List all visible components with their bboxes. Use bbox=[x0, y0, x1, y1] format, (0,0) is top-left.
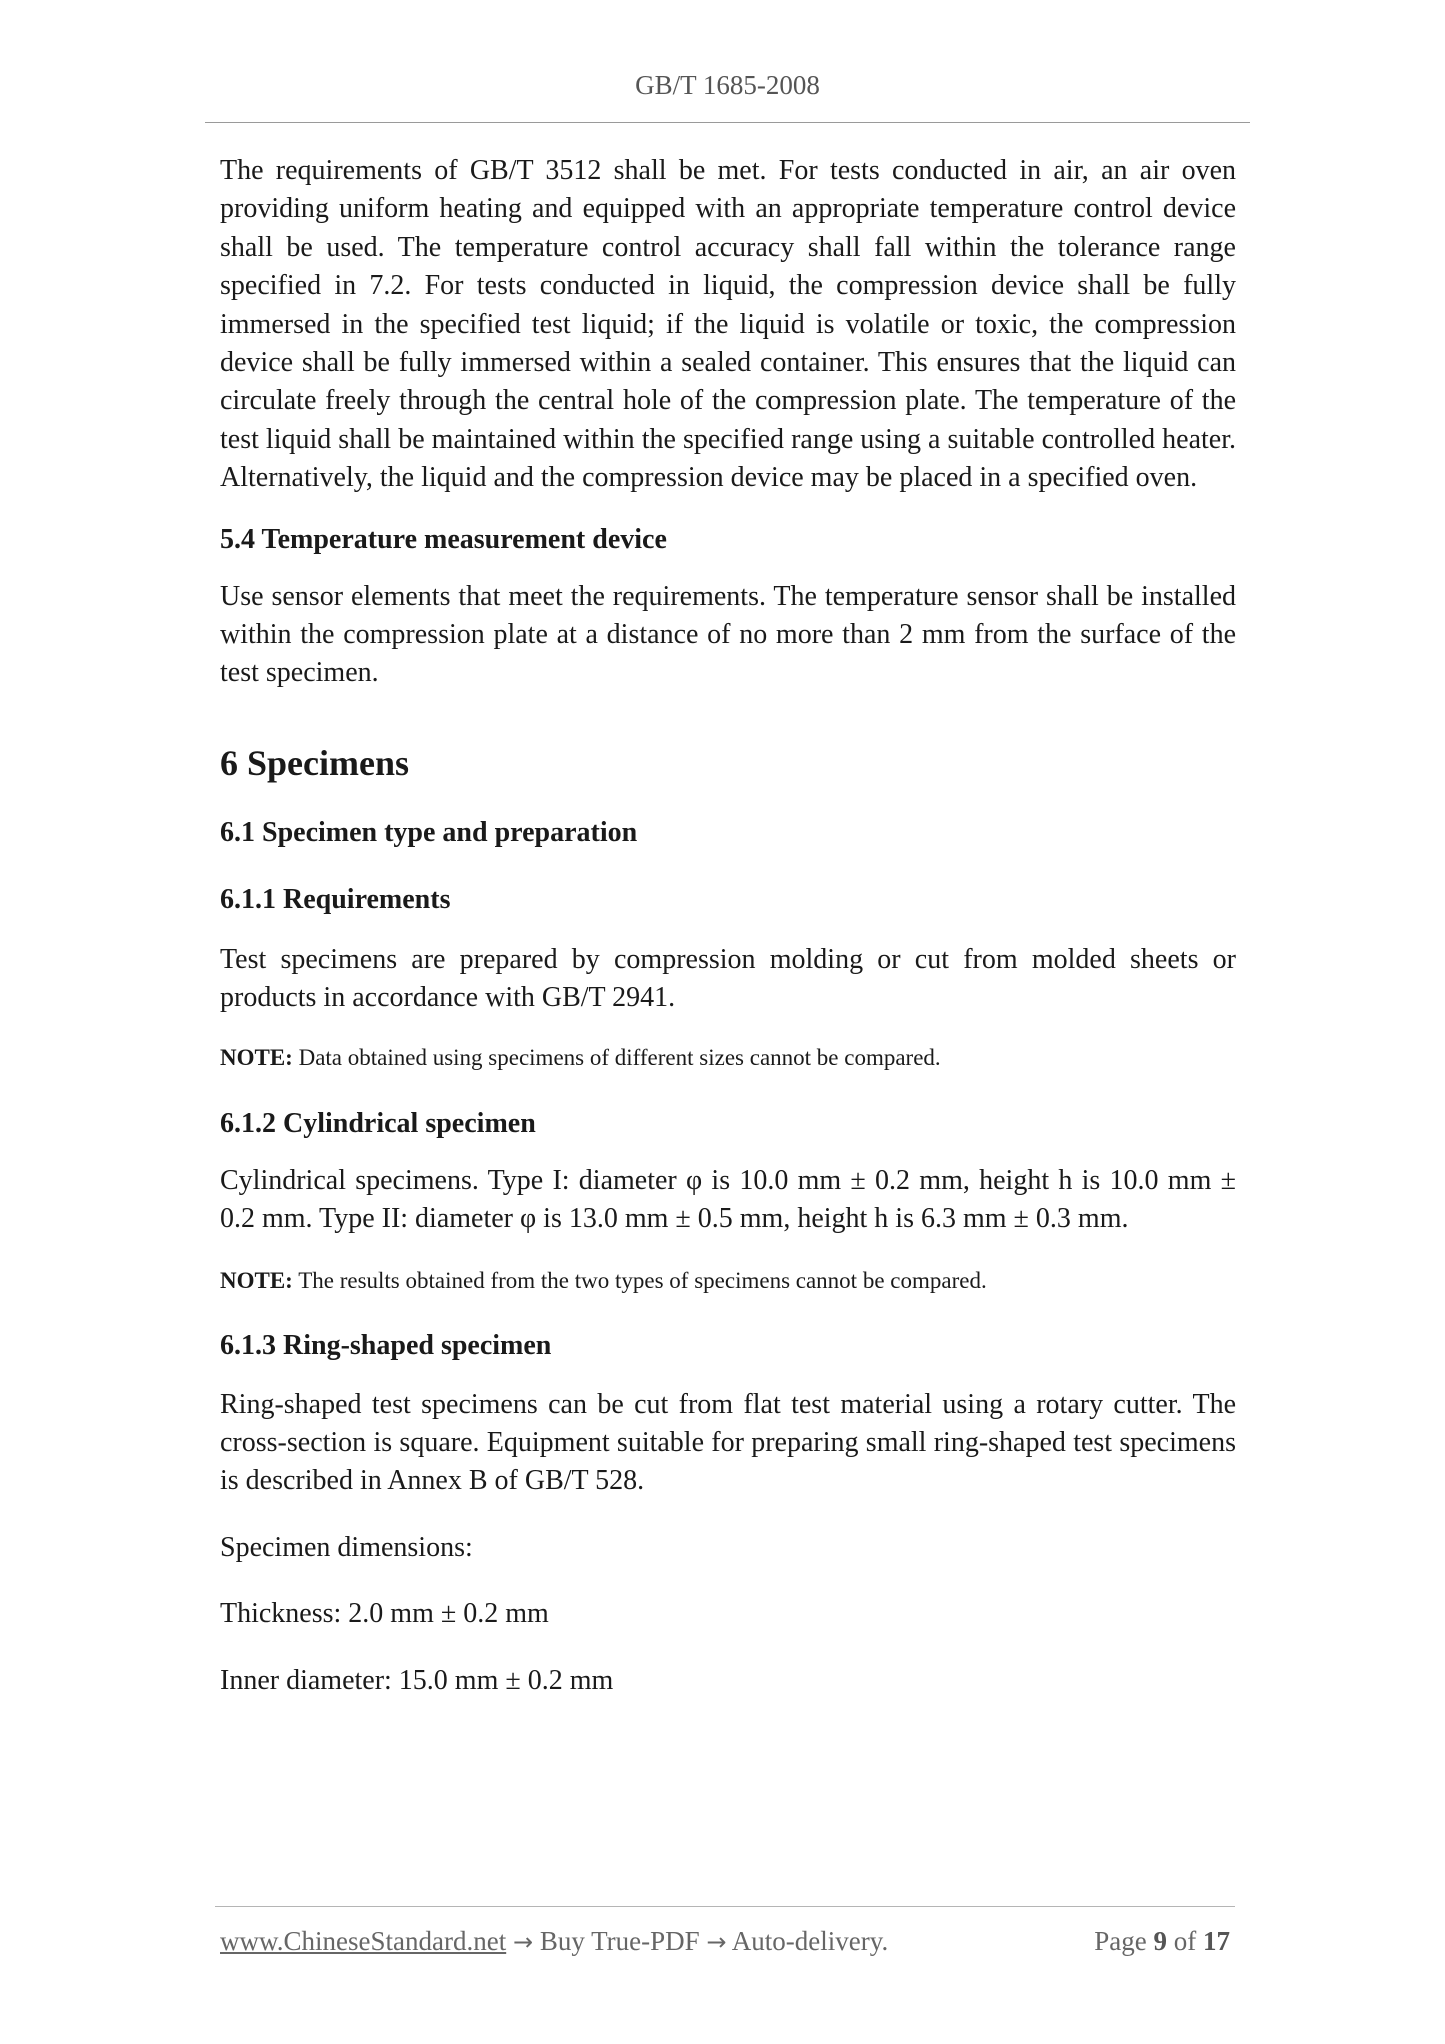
header-divider bbox=[205, 122, 1250, 123]
footer-promo bbox=[220, 1926, 888, 1957]
footer-divider bbox=[215, 1906, 1235, 1907]
paragraph-ring-specimen: Ring-shaped test specimens can be cut from flat test material using a rotary cutter. The cross-section is square. Equipment suitable for preparing small ring-shaped test specimens is described in Annex B of GB/T 528. bbox=[220, 1388, 1236, 1497]
paragraph-oven-requirements: The requirements of GB/T 3512 shall be met. For tests conducted in air, an air oven providing uniform heating and equipped with an appropriate temperature control device shall be used. The temperature control accuracy shall fall within the tolerance range specified in 7.2. For tests conducted in liquid, the compression device shall be fully immersed in the specified test liquid; if the liquid is volatile or toxic, the compression device shall be fully immersed within a sealed container. This ensures that the liquid can circulate freely through the central hole of the compression plate. The temperature of the test liquid shall be maintained within the specified range using a suitable controlled heater. Alternatively, the liquid and the compression device may be placed in a specified oven. bbox=[220, 155, 1236, 494]
page-word: Page bbox=[1094, 1926, 1147, 1956]
note-text: Data obtained using specimens of different sizes cannot be compared. bbox=[298, 1044, 941, 1070]
heading-6-1-1: 6.1.1 Requirements bbox=[220, 883, 451, 915]
buy-text: Buy True-PDF bbox=[539, 1926, 700, 1956]
page-content bbox=[220, 152, 1236, 1700]
delivery-text: Auto-delivery. bbox=[731, 1926, 889, 1956]
paragraph-temperature-sensor: Use sensor elements that meet the requirements. The temperature sensor shall be installed within the compression plate at a distance of no more than 2 mm from the surface of the test specimen. bbox=[220, 580, 1236, 689]
note-label: NOTE: bbox=[220, 1267, 293, 1293]
heading-6: 6 Specimens bbox=[220, 742, 409, 783]
paragraph-thickness: Thickness: 2.0 mm ± 0.2 mm bbox=[220, 1598, 549, 1630]
note-2 bbox=[220, 1265, 1236, 1297]
note-label: NOTE: bbox=[220, 1044, 293, 1070]
note-text: The results obtained from the two types of specimens cannot be compared. bbox=[298, 1267, 987, 1293]
note-1 bbox=[220, 1042, 1236, 1074]
arrow-right-icon: → bbox=[512, 1928, 534, 1956]
heading-6-1-3: 6.1.3 Ring-shaped specimen bbox=[220, 1329, 552, 1361]
site-link[interactable]: www.ChineseStandard.net bbox=[220, 1926, 507, 1956]
page-number bbox=[1094, 1926, 1230, 1957]
heading-6-1-2: 6.1.2 Cylindrical specimen bbox=[220, 1107, 536, 1139]
arrow-right-icon: → bbox=[706, 1928, 727, 1956]
running-header: GB/T 1685-2008 bbox=[635, 70, 820, 100]
current-page: 9 bbox=[1153, 1926, 1167, 1956]
paragraph-specimen-preparation: Test specimens are prepared by compression molding or cut from molded sheets or products in accordance with GB/T 2941. bbox=[220, 943, 1236, 1014]
paragraph-cylindrical-dimensions: Cylindrical specimens. Type I: diameter φ is 10.0 mm ± 0.2 mm, height h is 10.0 mm ± 0.2 mm. Type II: diameter φ is 13.0 mm ± 0.5 mm, height h is 6.3 mm ± 0.3 mm. bbox=[220, 1164, 1236, 1235]
total-pages: 17 bbox=[1203, 1926, 1230, 1956]
heading-6-1: 6.1 Specimen type and preparation bbox=[220, 816, 638, 848]
paragraph-inner-diameter: Inner diameter: 15.0 mm ± 0.2 mm bbox=[220, 1664, 614, 1696]
heading-5-4: 5.4 Temperature measurement device bbox=[220, 523, 667, 555]
of-word: of bbox=[1173, 1926, 1197, 1956]
paragraph-specimen-dimensions: Specimen dimensions: bbox=[220, 1531, 473, 1563]
